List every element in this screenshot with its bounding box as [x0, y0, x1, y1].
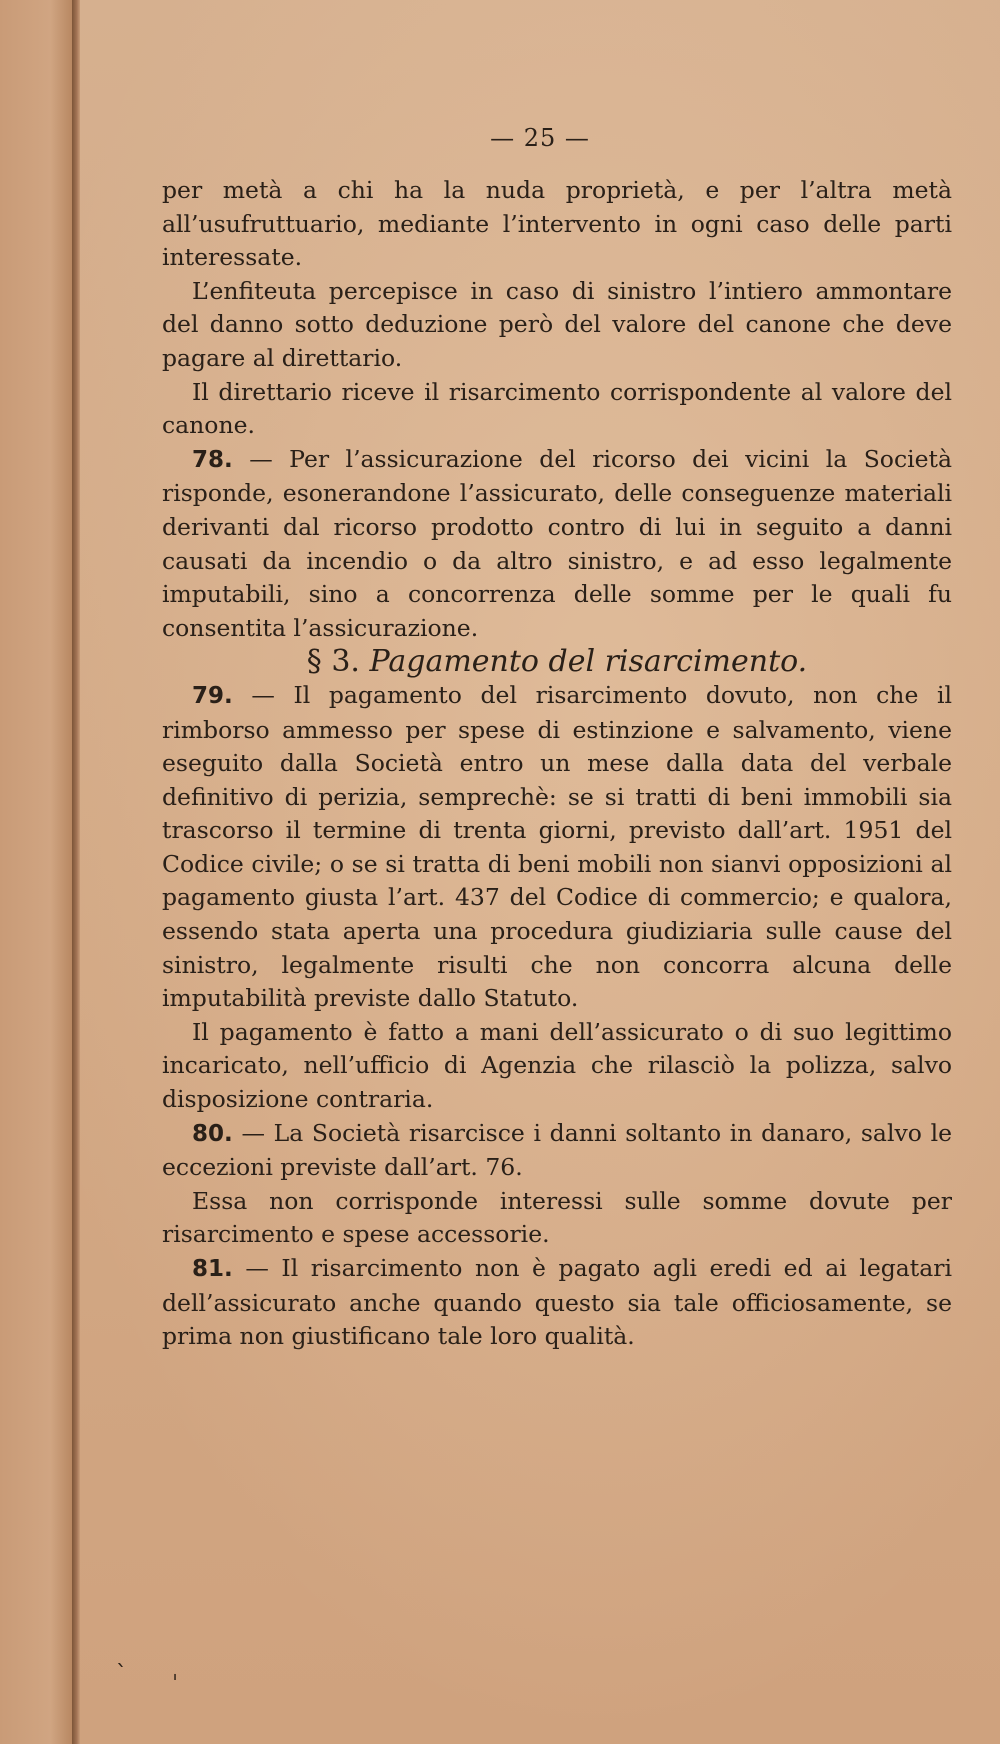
article-number: 80.	[192, 1120, 233, 1147]
article-text: — La Società risarcisce i danni soltanto in danaro, salvo le eccezioni previste dall’art. 76.	[162, 1118, 952, 1182]
article-81	[162, 1252, 952, 1354]
paragraph: Il direttario riceve il risarcimento corrispondente al valore del canone.	[162, 377, 952, 440]
book-page	[80, 0, 1000, 1744]
paragraph: per metà a chi ha la nuda proprietà, e per l’altra metà all’usufruttuario, mediante l’intervento in ogni caso delle parti interessate.	[162, 176, 952, 272]
page-number: — 25 —	[490, 124, 590, 152]
page-body	[162, 174, 952, 1354]
article-text: — Il pagamento del risarcimento dovuto, non che il rimborso ammesso per spese di estinzione e salvamento, viene eseguito dalla Società entro un mese dalla data del verbale definitivo di perizia, semprechè: se si tratti di beni immobili sia trascorso il termine di trenta giorni, previsto dall’art. 1951 del Codice civile; o se si tratta di beni mobili non sianvi opposizioni al pagamento giusta l’art. 437 del Codice di commercio; e qualora, essendo stata aperta una procedura giudiziaria sulle cause del sinistro, legalmente risulti che non concorra alcuna delle imputabilità previste dallo Statuto.	[162, 680, 952, 1013]
book-gutter	[72, 0, 80, 1744]
article-number: 79.	[192, 682, 233, 709]
stray-ink-mark: ˈ	[172, 1672, 179, 1697]
article-text: — Il risarcimento non è pagato agli eredi ed ai legatari dell’assicurato anche quando questo sia tale officiosamente, se prima non giustificano tale loro qualità.	[162, 1254, 952, 1351]
section-mark: § 3.	[306, 644, 360, 680]
paragraph: Il pagamento è fatto a mani dell’assicurato o di suo legittimo incaricato, nell’ufficio di Agenzia che rilasciò la polizza, salvo disposizione contraria.	[162, 1017, 952, 1114]
section-heading	[162, 645, 952, 679]
article-78	[162, 443, 952, 646]
article-79	[162, 679, 952, 1016]
paragraph: L’enfiteuta percepisce in caso di sinistro l’intiero ammontare del danno sotto deduzione però del valore del canone che deve pagare al direttario.	[162, 276, 952, 372]
section-title: Pagamento del risarcimento.	[369, 644, 808, 680]
paragraph: Essa non corrisponde interessi sulle somme dovute per risarcimento e spese accessorie.	[162, 1186, 952, 1249]
facing-page-edge	[0, 0, 72, 1744]
stray-ink-mark: ˋ	[116, 1662, 127, 1687]
article-number: 81.	[192, 1256, 233, 1282]
article-text: — Per l’assicurazione del ricorso dei vicini la Società risponde, esonerandone l’assicurato, delle conseguenze materiali derivanti dal ricorso prodotto contro di lui in seguito a danni causati da incendio o da altro sinistro, e ad esso legalmente imputabili, sino a concorrenza delle somme per le quali fu consentita l’assicurazione.	[162, 444, 952, 642]
article-80	[162, 1117, 952, 1185]
article-number: 78.	[192, 446, 233, 473]
